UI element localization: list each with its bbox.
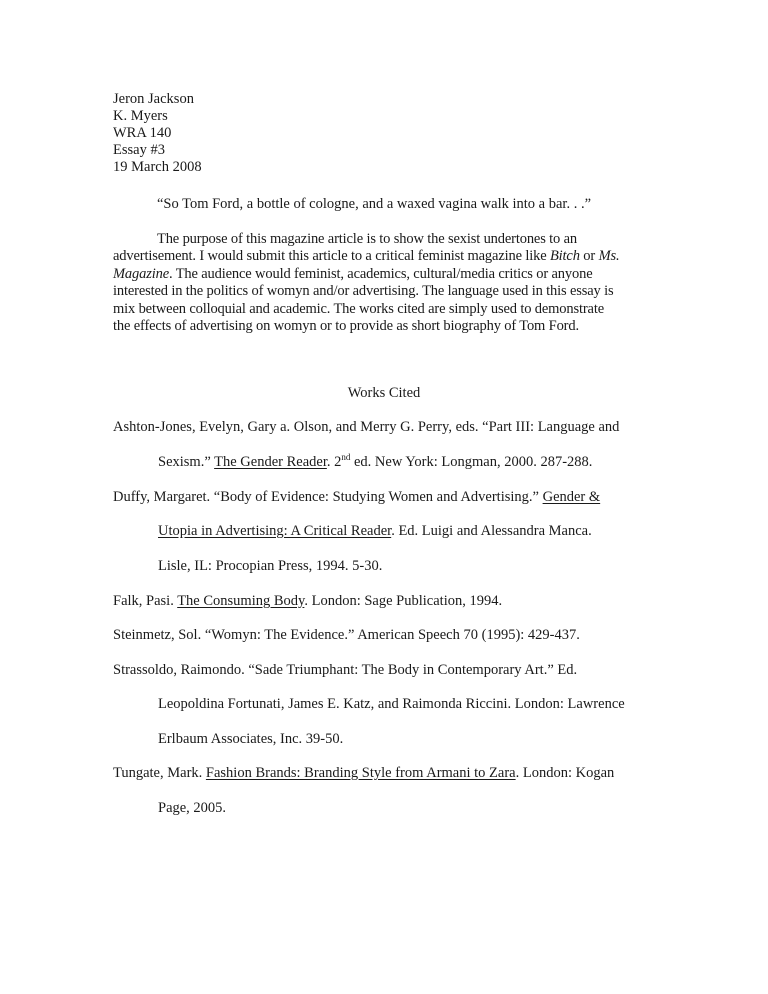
assignment-name: Essay #3: [113, 142, 165, 158]
paragraph-line: [113, 248, 658, 265]
citation-line: Lisle, IL: Procopian Press, 1994. 5-30.: [158, 558, 383, 574]
citation-line: [158, 523, 592, 540]
paragraph-line: the effects of advertising on womyn or to provide as short biography of Tom Ford.: [113, 318, 579, 335]
works-cited-heading: Works Cited: [347, 385, 421, 401]
citation-text: . 2: [326, 454, 342, 470]
course-name: WRA 140: [113, 125, 172, 141]
citation-line: Erlbaum Associates, Inc. 39-50.: [158, 731, 344, 747]
author-name: Jeron Jackson: [113, 91, 194, 107]
citation-line: Page, 2005.: [158, 800, 227, 816]
book-title: The Consuming Body: [177, 593, 305, 609]
citation-text: . London: Kogan: [515, 765, 615, 781]
citation-text: . Ed. Luigi and Alessandra Manca.: [391, 523, 592, 539]
book-title: The Gender Reader: [214, 454, 327, 470]
magazine-title-ms-cont: Magazine: [113, 265, 169, 282]
magazine-title-ms: Ms.: [598, 248, 620, 265]
citation-text: ed. New York: Longman, 2000. 287-288.: [350, 454, 593, 470]
citation-line: [113, 489, 600, 506]
citation-line: Steinmetz, Sol. “Womyn: The Evidence.” American Speech 70 (1995): 429-437.: [113, 627, 580, 643]
citation-line: Ashton-Jones, Evelyn, Gary a. Olson, and Merry G. Perry, eds. “Part III: Language and: [113, 419, 620, 435]
paragraph-text: or: [579, 248, 599, 265]
book-title: Fashion Brands: Branding Style from Armani to Zara: [205, 765, 516, 781]
citation-line: Leopoldina Fortunati, James E. Katz, and Raimonda Riccini. London: Lawrence: [158, 696, 625, 712]
citation-line: [158, 454, 592, 471]
paragraph-text: . The audience would feminist, academics, cultural/media critics or anyone: [169, 265, 593, 282]
citation-line: [113, 765, 614, 782]
ordinal-superscript: nd: [341, 452, 351, 462]
instructor-name: K. Myers: [113, 108, 168, 124]
book-title: Gender &: [542, 489, 601, 505]
citation-text: Sexism.”: [158, 454, 215, 470]
paragraph-line: The purpose of this magazine article is to show the sexist undertones to an: [157, 231, 578, 247]
essay-header: [113, 91, 202, 176]
paragraph-line: [113, 266, 658, 283]
citation-text: Duffy, Margaret. “Body of Evidence: Studying Women and Advertising.”: [113, 489, 543, 505]
paragraph-line: interested in the politics of womyn and/or advertising. The language used in this essay is: [113, 283, 614, 300]
citation-line: Strassoldo, Raimondo. “Sade Triumphant: The Body in Contemporary Art.” Ed.: [113, 662, 578, 678]
essay-title: “So Tom Ford, a bottle of cologne, and a waxed vagina walk into a bar. . .”: [157, 196, 592, 212]
citation-line: [113, 593, 502, 610]
citation-text: Falk, Pasi.: [113, 593, 178, 609]
paragraph-text: advertisement. I would submit this article to a critical feminist magazine like: [113, 248, 550, 265]
citation-text: . London: Sage Publication, 1994.: [304, 593, 503, 609]
magazine-title-bitch: Bitch: [549, 248, 580, 265]
book-title: Utopia in Advertising: A Critical Reader: [158, 523, 392, 539]
paragraph-line: mix between colloquial and academic. The works cited are simply used to demonstrate: [113, 300, 605, 317]
citation-text: Tungate, Mark.: [113, 765, 206, 781]
purpose-paragraph: [113, 231, 658, 335]
essay-date: 19 March 2008: [113, 159, 202, 175]
